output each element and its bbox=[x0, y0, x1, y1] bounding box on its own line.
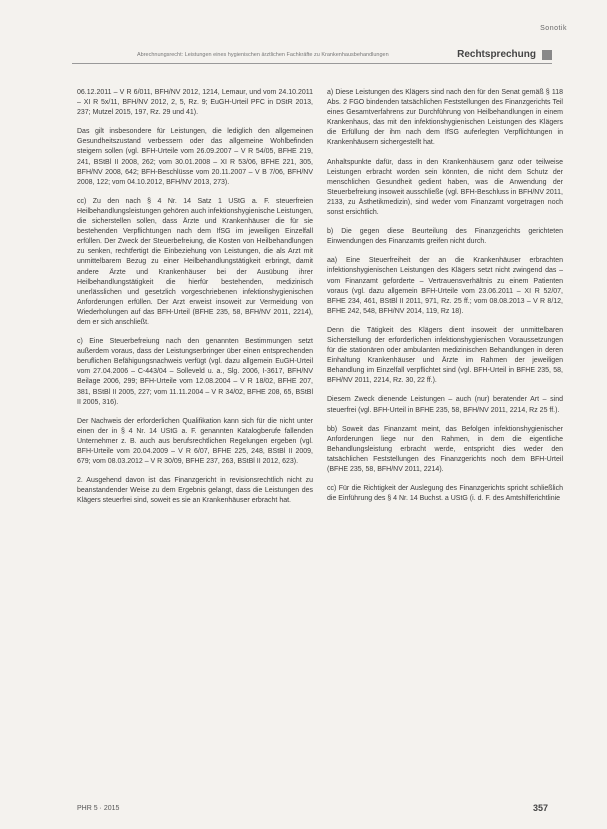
paragraph: 06.12.2011 – V R 6/011, BFH/NV 2012, 1214, Lemaur, und vom 24.10.2011 – XI R 5x/11, BFH/NV 2012, 2, 5, Rz. 9; EuGH-Urteil PFC in DStR 2013, 237; Mutzel 2015, 197, Rz. 29 und 41). bbox=[77, 89, 313, 117]
header-subtitle: Abrechnungsrecht: Leistungen eines hygienischen ärztlichen Fachkräfte zu Krankenhausbehandlungen bbox=[137, 52, 389, 58]
paragraph: bb) Soweit das Finanzamt meint, das Befolgen infektionshygienischer Anforderungen liege nur den Rahmen, in dem die eigentliche Behandlungsleistung erbracht werde, entspricht dies weder den tatsächlichen Feststellungen des Finanzgerichts noch dem BFH-Urteil (BFHE 235, 58, BFH/NV 2011, 2214). bbox=[327, 425, 563, 473]
paragraph: Das gilt insbesondere für Leistungen, die lediglich den allgemeinen Gesundheitszustand verbessern oder das allgemeine Wohlbefinden steigern sollen (vgl. BFH-Urteile vom 26.09.2007 – V R 54/05, BFHE 219, 241, BStBl II 2008, 262; vom 30.01.2008 – XI R 53/06, BFHE 221, 305, BFH/NV 2008, 642; BFH-Beschlüsse vom 20.11.2007 – V B 7/06, BFH/NV 2008, 122; vom 04.10.2012, BFH/NV 2013, 273). bbox=[77, 128, 313, 186]
page-header bbox=[72, 49, 552, 64]
paragraph: Der Nachweis der erforderlichen Qualifikation kann sich für die nicht unter einen der in § 4 Nr. 14 UStG a. F. genannten Katalogberufe fallenden Unternehmer z. B. auch aus berufsrechtlichen Regelungen ergeben (vgl. BFH-Urteile vom 20.04.2009 – V R 6/07, BFHE 225, 248, BStBl II 2009, 679; vom 08.03.2012 – V R 30/09, BFHE 237, 263, BStBl II 2012, 623). bbox=[77, 417, 313, 466]
paragraph: cc) Für die Richtigkeit der Auslegung des Finanzgerichts spricht schließlich die Einführung des § 4 Nr. 14 Buchst. a UStG (i. d. F. des Amtshilferichtlinie bbox=[327, 485, 563, 503]
publisher-logo: Sonotik bbox=[540, 25, 567, 32]
paragraph: c) Eine Steuerbefreiung nach den genannten Bestimmungen setzt außerdem voraus, dass der Leistungserbringer über einen entsprechenden beruflichen Befähigungsnachweis verfügt (vgl. dazu allgemein EuGH-Urteil vom 27.04.2006 – C-443/04 – Solleveld u. a., Slg. 2006, I-3617, BFH/NV Beilage 2006, 299; BFH-Urteile vom 12.08.2004 – V R 18/02, BFHE 207, 381, BStBl II 2005, 227; vom 11.11.2004 – V R 34/02, BFHE 208, 65, BStBl II 2005, 316). bbox=[77, 338, 313, 406]
paragraph: a) Diese Leistungen des Klägers sind nach den für den Senat gemäß § 118 Abs. 2 FGO bindenden tatsächlichen Feststellungen des Finanzgerichts Teil eines Gesamtverfahrens zur Durchführung von Heilbehandlungen in einem Krankenhaus, das mit den infektionshygienischen Leistungen des Klägers die Erfüllung der ihm nach dem IfSG auferlegten Verpflichtungen in Krankenhäusern sichergestellt hat. bbox=[327, 89, 563, 147]
section-title: Rechtsprechung bbox=[457, 49, 536, 60]
paragraph: Denn die Tätigkeit des Klägers dient insoweit der unmittelbaren Sicherstellung der erforderlichen infektionshygienischen Voraussetzungen für die stationären oder ambulanten medizinischen Behandlungen in deren Einhaltung Krankenhäuser und Ärzte im Rahmen der jeweiligen Behandlung im Einzelfall verpflichtet sind (vgl. BFH-Urteil in BFHE 235, 58, BFH/NV 2011, 2214, Rz. 30, 22 ff.). bbox=[327, 326, 563, 385]
paragraph: aa) Eine Steuerfreiheit der an die Krankenhäuser erbrachten infektionshygienischen Leistungen des Klägers setzt nicht zwingend das – vom Finanzamt geforderte – Vertrauensverhältnis zu einem Patienten voraus (vgl. dazu allgemein BFH-Urteile vom 23.06.2011 – XI R 52/07, BFHE 234, 461, BStBl II 2011, 971, Rz. 25 ff.; vom 08.08.2013 – V R 8/12, BFHE 242, 548, BFH/NV 2014, 119, Rz 18). bbox=[327, 257, 563, 315]
paragraph: b) Die gegen diese Beurteilung des Finanzgerichts gerichteten Einwendungen des Finanzamts greifen nicht durch. bbox=[327, 228, 563, 246]
left-column bbox=[77, 88, 313, 515]
page-number: 357 bbox=[532, 803, 548, 813]
paragraph: Diesem Zweck dienende Leistungen – auch (nur) beratender Art – sind steuerfrei (vgl. BFH-Urteil in BFHE 235, 58, BFH/NV 2011, 2214, Rz 25 ff.). bbox=[327, 396, 563, 414]
section-marker-square bbox=[542, 50, 552, 60]
page-footer bbox=[77, 803, 548, 815]
paragraph: cc) Zu den nach § 4 Nr. 14 Satz 1 UStG a. F. steuerfreien Heilbehandlungsleistungen gehören auch infektionshygienische Leistungen, die sicherstellen sollen, dass Ärzte und Krankenhäuser die für sie bestehenden Verpflichtungen nach dem IfSG im jeweiligen Einzelfall erfüllen. Der Zweck der Steuerbefreiung, die Kosten von Heilbehandlungen zu senken, rechtfertigt die Einbeziehung von Leistungen, die als Arzt mit unmittelbarem Bezug zu einer Heilbehandlungstätigkeit erbringt, damit andere Ärzte und Krankenhäuser bei der Ausübung ihrer Heilbehandlungstätigkeit die hierfür bestehenden, medizinisch unerlässlichen und gesetzlich vorgeschriebenen infektionshygienischen Anforderungen erfüllen. Der Arzt erweist insoweit zur Vermeidung von Wiederholungen auf das BFH-Urteil (BFHE 235, 58, BFH/NV 2011, 2214), dem er sich anschließt. bbox=[77, 197, 313, 326]
paragraph: 2. Ausgehend davon ist das Finanzgericht in revisionsrechtlich nicht zu beanstandender Weise zu dem Ergebnis gelangt, dass die Leistungen des Klägers steuerfrei sind, soweit es sie an Krankenhäuser erbracht hat. bbox=[77, 477, 313, 505]
paragraph: Anhaltspunkte dafür, dass in den Krankenhäusern ganz oder teilweise Leistungen erbracht worden sein könnten, die nicht dem Schutz der menschlichen Gesundheit gedient haben, was die Anwendung der Steuerbefreiung insoweit ausschließe (vgl. BFH-Beschluss in BFH/NV 2011, 2133, zu Ästhetikmedizin), sind weder vom Finanzamt vorgetragen noch sonst ersichtlich. bbox=[327, 158, 563, 217]
right-column bbox=[327, 88, 563, 513]
journal-issue: PHR 5 · 2015 bbox=[77, 805, 120, 812]
